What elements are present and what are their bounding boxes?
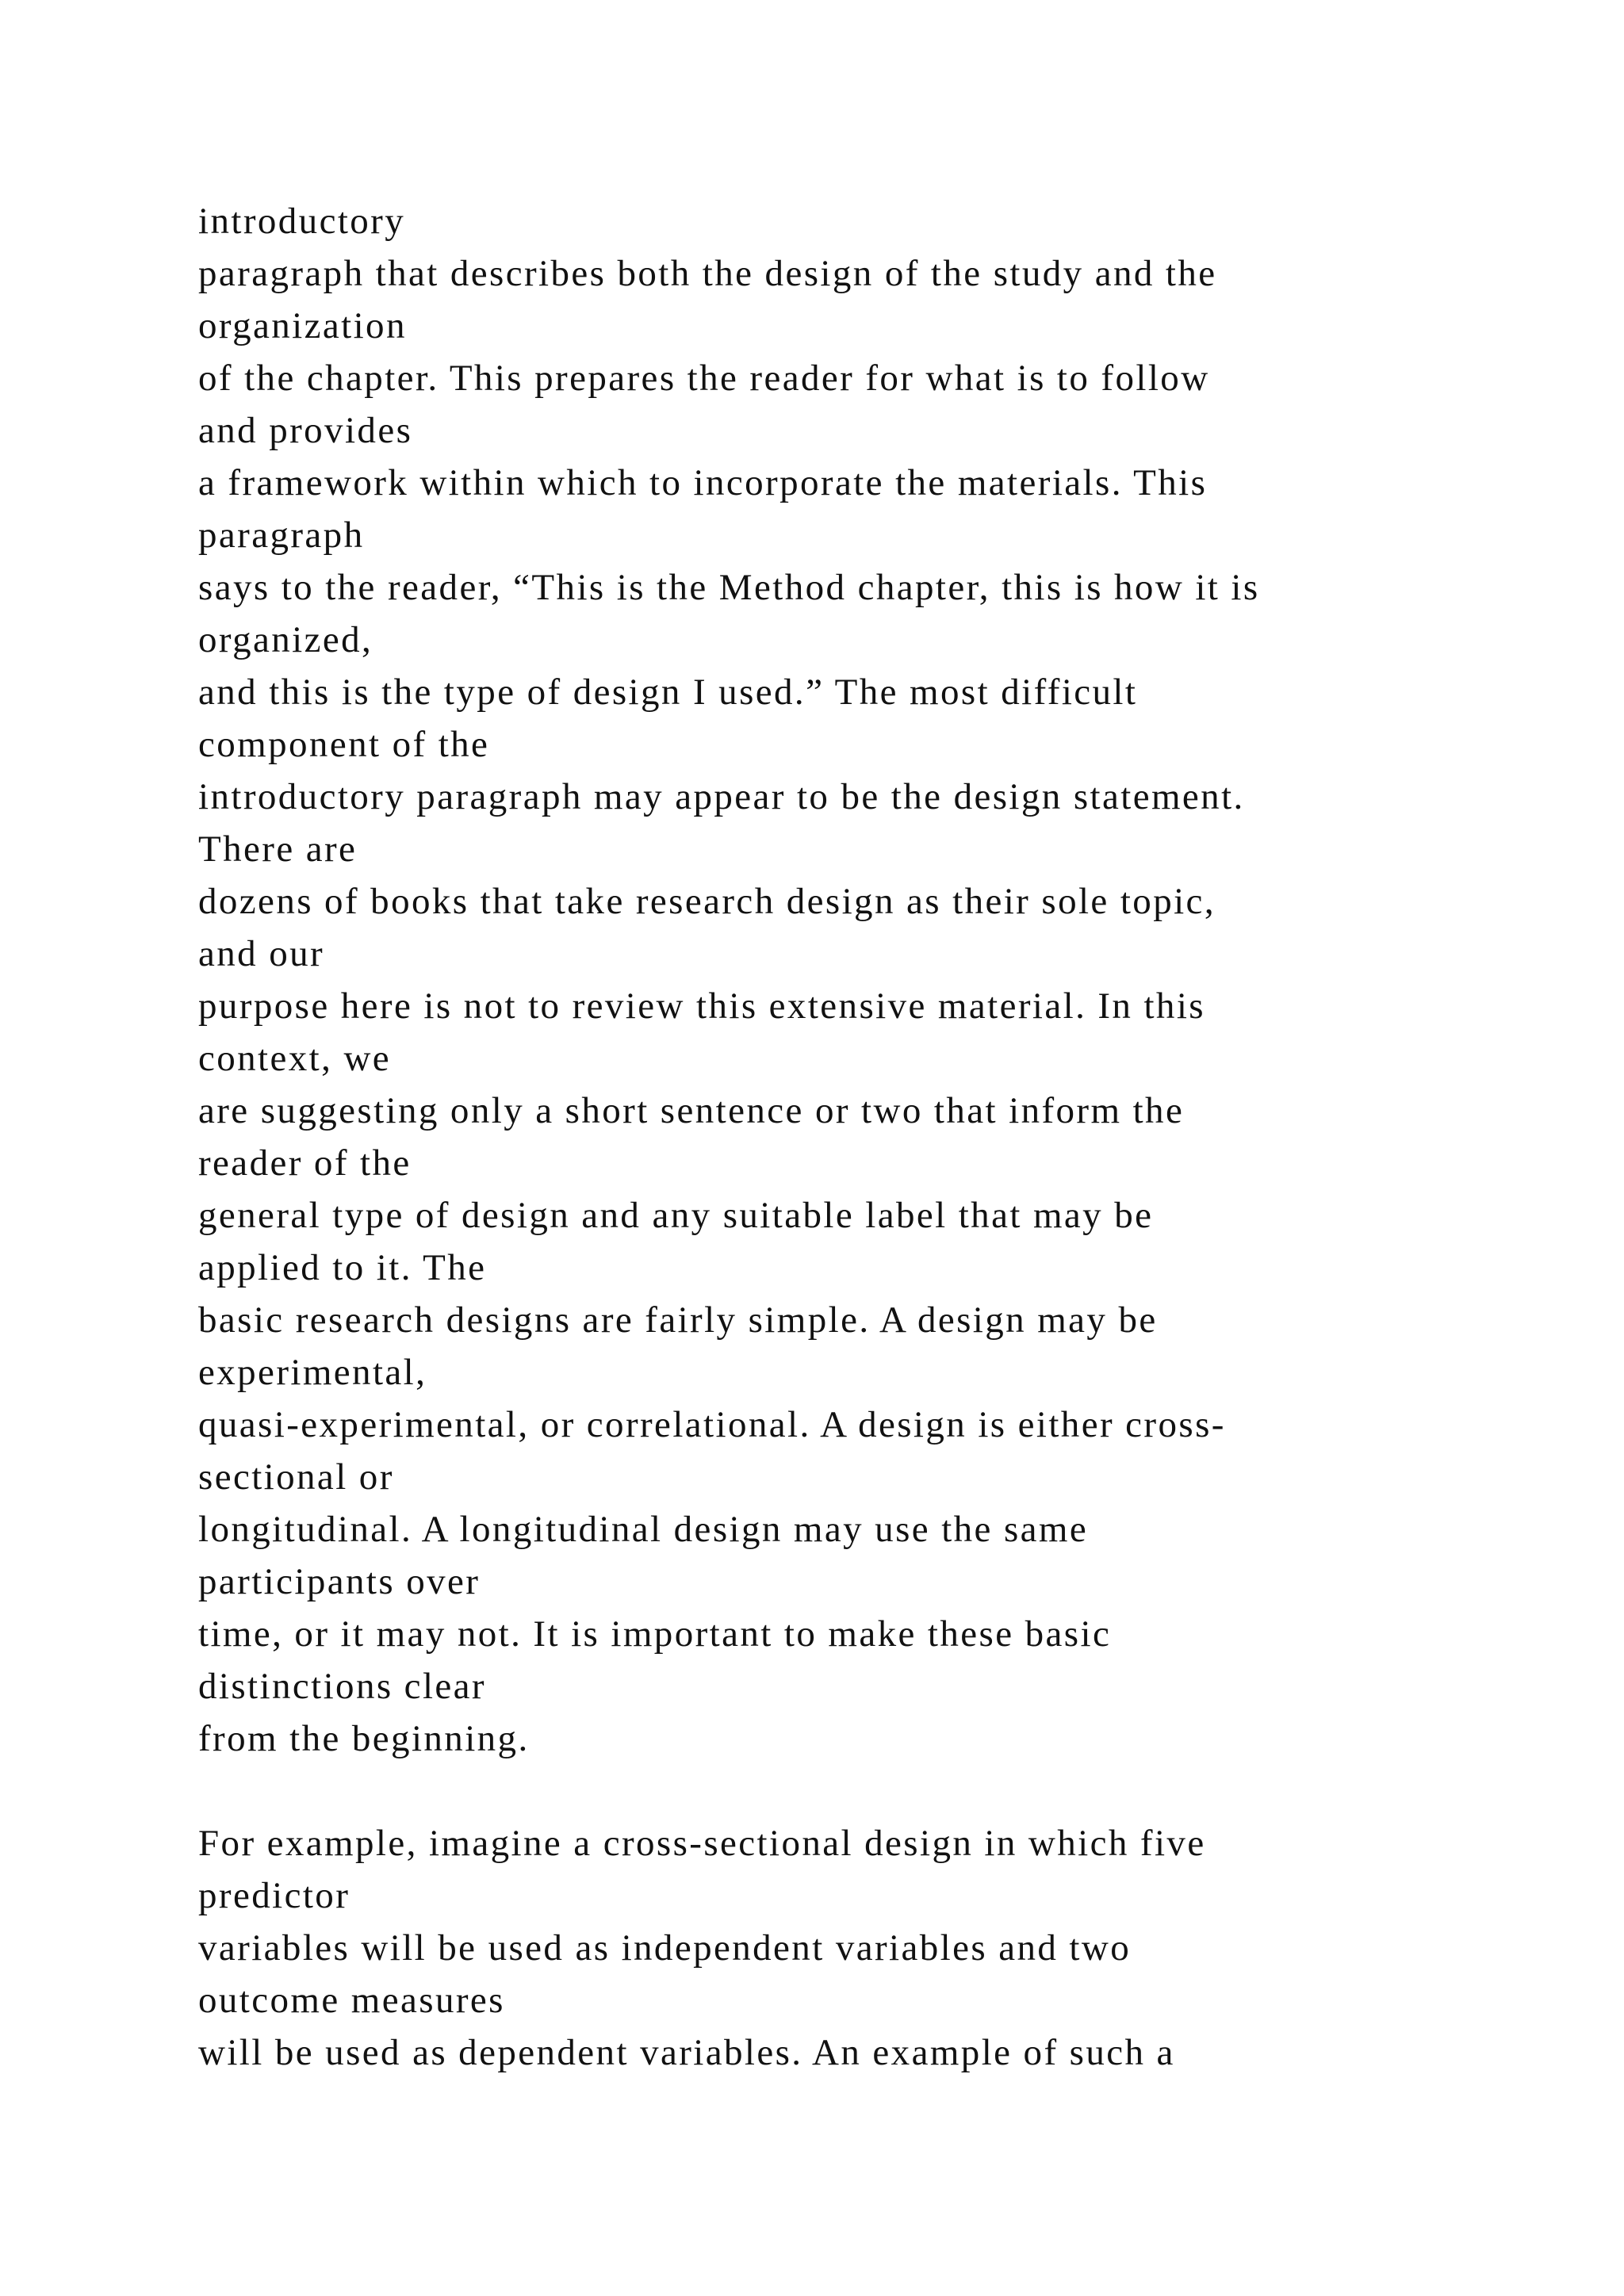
- text-line: distinctions clear: [198, 1666, 486, 1707]
- text-line: sectional or: [198, 1456, 394, 1498]
- text-line: general type of design and any suitable label that may be: [198, 1195, 1154, 1236]
- text-line: For example, imagine a cross-sectional design in which five: [198, 1823, 1206, 1864]
- text-line: and provides: [198, 410, 413, 451]
- text-line: a framework within which to incorporate the materials. This: [198, 462, 1208, 503]
- text-line: introductory: [198, 201, 406, 242]
- text-line: introductory paragraph may appear to be the design statement.: [198, 776, 1245, 817]
- text-line: participants over: [198, 1561, 481, 1602]
- text-line: outcome measures: [198, 1980, 505, 2021]
- text-line: dozens of books that take research design as their sole topic,: [198, 881, 1216, 922]
- text-line: are suggesting only a short sentence or two that inform the: [198, 1090, 1185, 1131]
- paragraph-gap: [198, 1765, 1546, 1817]
- text-line: variables will be used as independent variables and two: [198, 1927, 1132, 1969]
- text-line: experimental,: [198, 1352, 427, 1393]
- text-line: and this is the type of design I used.” The most difficult: [198, 672, 1138, 713]
- text-line: predictor: [198, 1875, 350, 1916]
- text-line: longitudinal. A longitudinal design may use the same: [198, 1509, 1089, 1550]
- text-line: reader of the: [198, 1142, 412, 1184]
- text-line: component of the: [198, 724, 490, 765]
- paragraph-1: [198, 195, 1546, 1765]
- text-line: paragraph that describes both the design of the study and the: [198, 253, 1217, 294]
- text-line: applied to it. The: [198, 1247, 487, 1288]
- text-line: context, we: [198, 1038, 392, 1079]
- paragraph-2: [198, 1817, 1546, 2079]
- text-line: quasi-experimental, or correlational. A design is either cross-: [198, 1404, 1226, 1445]
- text-line: of the chapter. This prepares the reader for what is to follow: [198, 358, 1210, 399]
- text-line: says to the reader, “This is the Method chapter, this is how it is: [198, 567, 1260, 608]
- body-text: [198, 195, 1546, 2079]
- text-line: from the beginning.: [198, 1718, 530, 1759]
- text-line: paragraph: [198, 515, 365, 556]
- text-line: organized,: [198, 619, 373, 660]
- text-line: organization: [198, 305, 407, 346]
- text-line: will be used as dependent variables. An example of such a: [198, 2032, 1175, 2073]
- text-line: There are: [198, 828, 358, 870]
- text-line: time, or it may not. It is important to make these basic: [198, 1613, 1112, 1655]
- text-line: purpose here is not to review this extensive material. In this: [198, 985, 1205, 1027]
- text-line: basic research designs are fairly simple. A design may be: [198, 1299, 1158, 1341]
- text-line: and our: [198, 933, 325, 974]
